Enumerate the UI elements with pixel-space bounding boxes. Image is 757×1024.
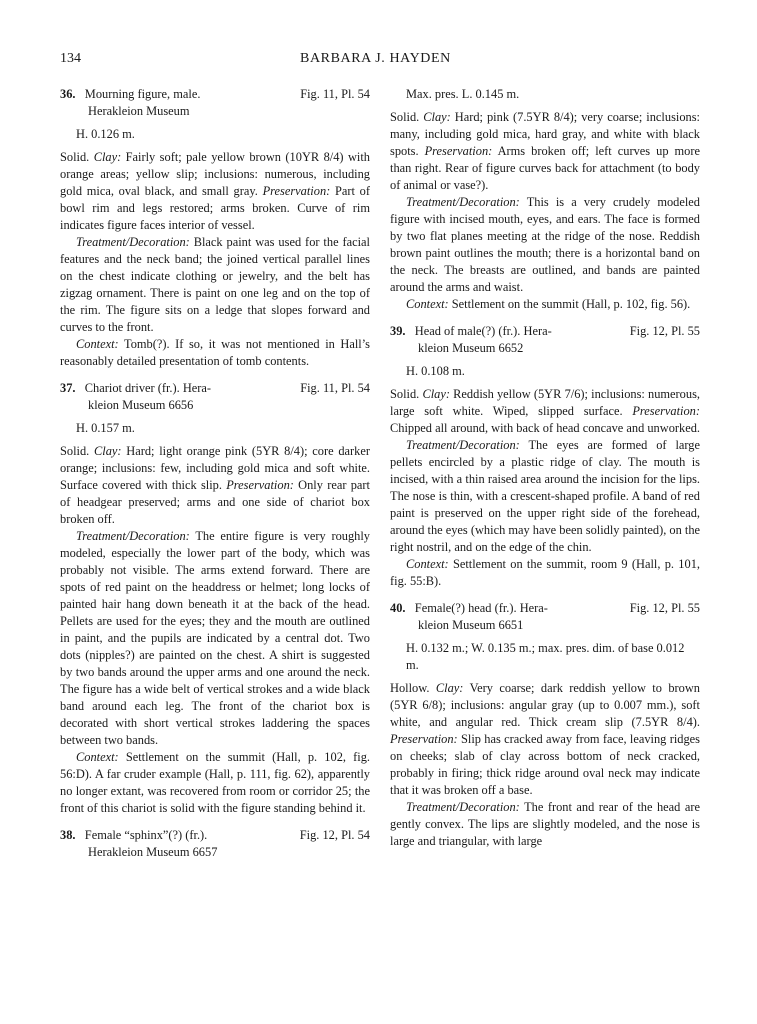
entry-37-heading (60, 380, 370, 414)
entry-title: Mourning figure, male. (84, 87, 201, 101)
entry-number: 40. (390, 601, 406, 615)
context: Context: Settlement on the summit (Hall, p. 102, fig. 56). (406, 297, 691, 311)
entry-title-cont: kleion Museum 6652 (418, 341, 524, 355)
description: Solid. Clay: Hard; light orange pink (5YR 8/4); core darker orange; inclusions: few, including gold mica and soft white. Surface covered with thick slip. Preservation: Only rear part of headgear preserved; arms and one side of chariot box broken off. (60, 444, 371, 526)
entry-title: Female(?) head (fr.). Hera- (414, 601, 548, 615)
entry-title-cont: Herakleion Museum (88, 104, 190, 118)
description: Hollow. Clay: Very coarse; dark reddish yellow to brown (5YR 6/8); inclusions: angular gray (up to 0.007 mm.), soft white, and angular red. Thick cream slip (7.5YR 8/4). Preservation: Slip has cracked away from face, leaving ridges on cheeks; slab of clay across bottom of neck cracked, probably in firing; thick ridge around oval neck may indicate that it was broken off a base. (390, 681, 701, 797)
entry-number: 39. (390, 324, 406, 338)
entry-39-heading (390, 323, 700, 357)
measurement: Max. pres. L. 0.145 m. (406, 87, 520, 101)
measurement: H. 0.157 m. (76, 421, 135, 435)
treatment-decoration: Treatment/Decoration: The front and rear of the head are gently convex. The lips are slightly modeled, and the nose is large and triangular, with large (390, 800, 700, 848)
running-title: BARBARA J. HAYDEN (300, 51, 451, 66)
figure-reference: Fig. 12, Pl. 54 (299, 828, 370, 842)
entry-38-heading (60, 827, 370, 861)
entry-title-cont: kleion Museum 6651 (418, 618, 524, 632)
treatment-decoration: Treatment/Decoration: Black paint was used for the facial features and the neck band; the joined vertical parallel lines on the chest indicate clothing or jewelry, and the belt has zigzag ornament. There is paint on one leg and on the top of the rim. The figure sits on a ledge that slopes forward and curves to the front. (60, 235, 370, 334)
context: Context: Tomb(?). If so, it was not mentioned in Hall’s reasonably detailed presentation of tomb contents. (60, 337, 370, 368)
entry-title: Chariot driver (fr.). Hera- (84, 381, 212, 395)
description: Solid. Clay: Fairly soft; pale yellow brown (10YR 8/4) with orange areas; yellow slip; inclusions: numerous, including gold mica, oval black, and small gray. Preservation: Part of bowl rim and legs restored; arms broken. Curve of rim indicates figure faces interior of vessel. (60, 150, 370, 232)
measurement: H. 0.108 m. (406, 364, 465, 378)
entry-36-heading (60, 86, 370, 120)
figure-reference: Fig. 12, Pl. 55 (629, 601, 700, 615)
entry-title-cont: kleion Museum 6656 (88, 398, 194, 412)
entry-title-cont: Herakleion Museum 6657 (88, 845, 218, 859)
description: Solid. Clay: Reddish yellow (5YR 7/6); inclusions: numerous, large soft white. Wiped, slipped surface. Preservation: Chipped all around, with back of head concave and unworked. (390, 387, 701, 435)
entry-number: 36. (60, 87, 76, 101)
treatment-decoration: Treatment/Decoration: This is a very crudely modeled figure with incised mouth, eyes, and ears. The face is formed by two flat planes meeting at the ridge of the nose. Reddish brown paint outlines the mouth; there is a horizontal band on the neck. The breasts are outlined, and bands are painted around the arms and waist. (390, 195, 700, 294)
right-column (390, 86, 700, 850)
measurement: H. 0.132 m.; W. 0.135 m.; max. pres. dim. of base 0.012 m. (406, 641, 685, 672)
left-column (60, 86, 370, 861)
figure-reference: Fig. 11, Pl. 54 (300, 381, 370, 395)
context: Context: Settlement on the summit, room 9 (Hall, p. 101, fig. 55:B). (390, 557, 700, 588)
treatment-decoration: Treatment/Decoration: The entire figure is very roughly modeled, especially the lower part of the body, which was probably not visible. The arms extend forward. There are spots of red paint on the headdress or helmet; long locks of painted hair hang down beneath it at the back of the head. Pellets are used for the eyes; they and the mouth are outlined in paint, and the pupils are indicated by a central dot. Two dots (nipples?) are painted on the chest. A shirt is suggested by two bands around the upper arms and one around the neck. The figure has a wide belt of vertical strokes and a wide black band around each leg. The front of the chariot box is decorated with short vertical strokes laddering the spaces between two bands. (60, 529, 370, 747)
context: Context: Settlement on the summit (Hall, p. 102, fig. 56:D). A far cruder example (Hall, p. 111, fig. 62), apparently no longer extant, was recovered from room or corridor 25; the front of this chariot is solid with the figure standing behind it. (60, 750, 370, 815)
entry-title: Head of male(?) (fr.). Hera- (414, 324, 552, 338)
figure-reference: Fig. 12, Pl. 55 (629, 324, 700, 338)
entry-number: 38. (60, 828, 76, 842)
measurement: H. 0.126 m. (76, 127, 135, 141)
figure-reference: Fig. 11, Pl. 54 (300, 87, 370, 101)
description: Solid. Clay: Hard; pink (7.5YR 8/4); very coarse; inclusions: many, including gold mica, hard gray, and white with black spots. Preservation: Arms broken off; left curves up more than right. Rear of figure curves back for attachment (to body of animal or vase?). (390, 110, 700, 192)
entry-number: 37. (60, 381, 76, 395)
page-number: 134 (60, 51, 81, 66)
entry-40-heading (390, 600, 700, 634)
treatment-decoration: Treatment/Decoration: The eyes are formed of large pellets encircled by a plastic ridge of clay. The mouth is incised, with a thin raised area around the incision for the lips. The nose is thin, with a crescent-shaped profile. A band of red paint is preserved on the upper right side of the forehead, around the eyes (which may have been solidly painted), on the right nostril, and on the edge of the chin. (390, 438, 701, 554)
entry-title: Female “sphinx”(?) (fr.). (84, 828, 208, 842)
